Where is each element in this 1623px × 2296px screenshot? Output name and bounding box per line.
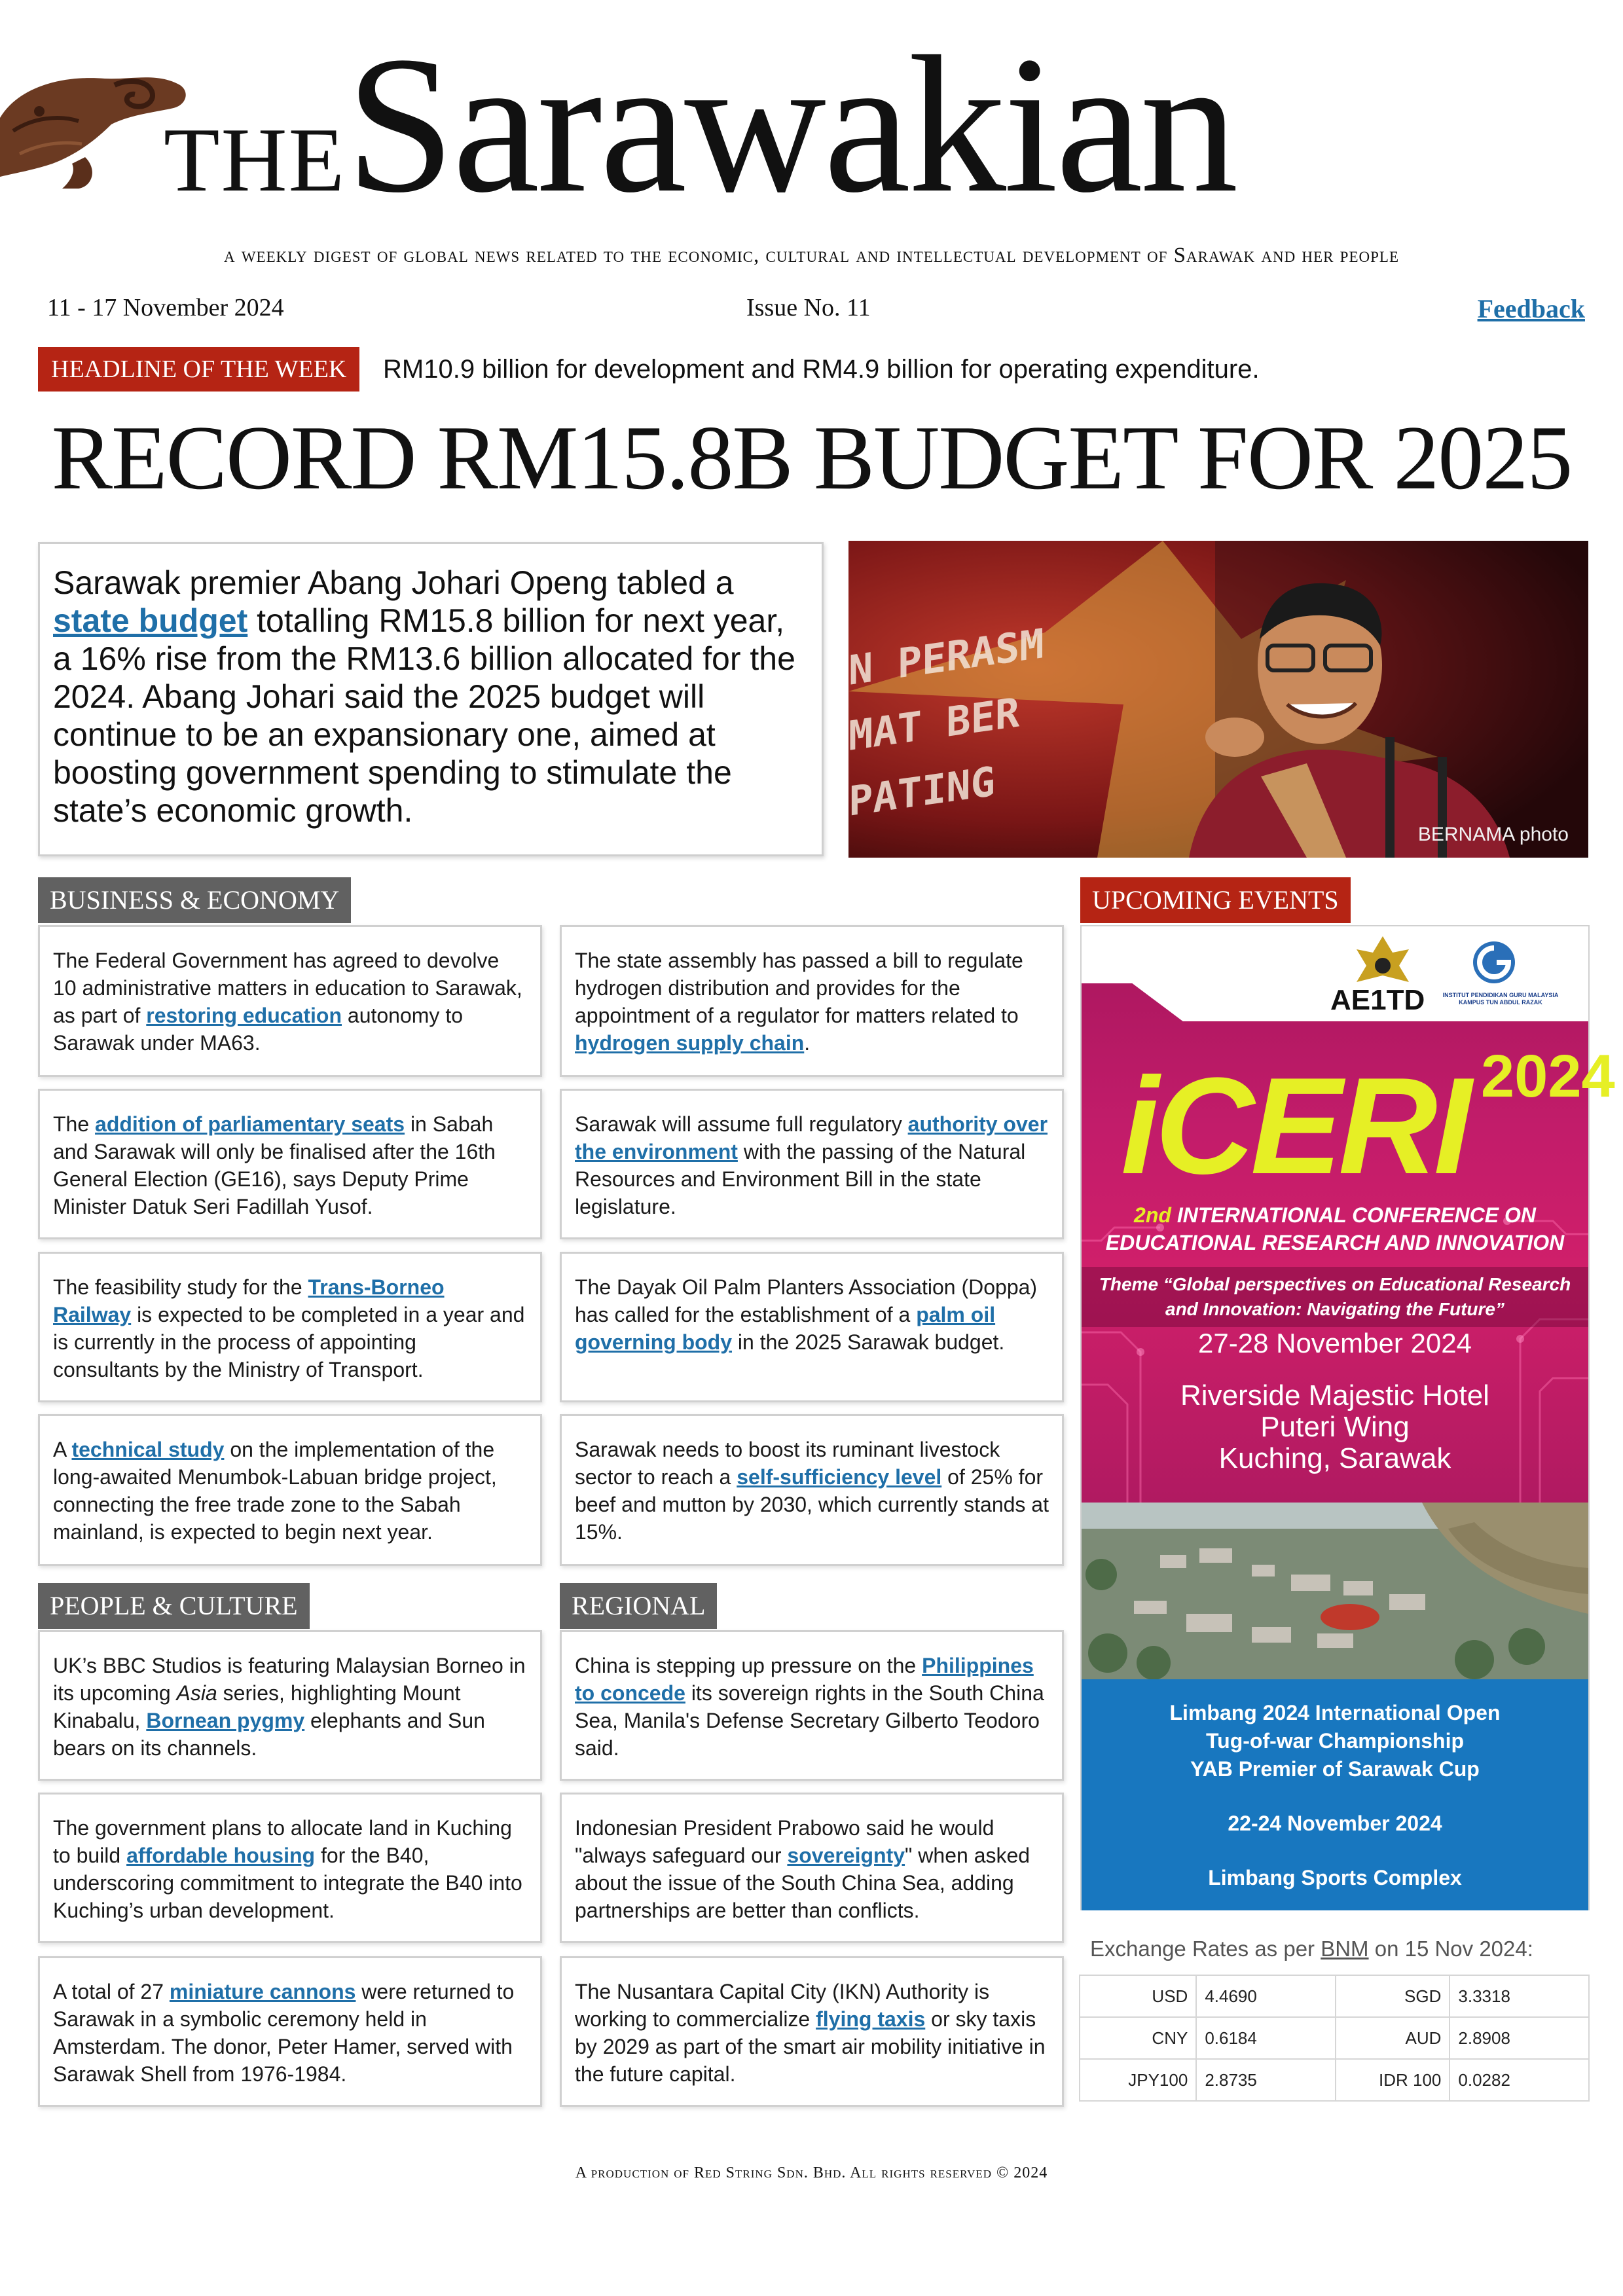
- svg-text:N PERASM: N PERASM: [848, 619, 1044, 695]
- masthead-tagline: a weekly digest of global news related to the economic, cultural and intellectual development of Sarawak and her people: [223, 244, 1400, 267]
- premier-photo-image: [848, 541, 1588, 858]
- table-row: [1080, 2017, 1589, 2059]
- news-card: [560, 1630, 1064, 1781]
- news-link[interactable]: Bornean pygmy: [146, 1709, 305, 1732]
- news-text: or sky taxis by 2029 as part of the smart air mobility initiative in the future capital.: [575, 2007, 1046, 2086]
- news-card: [560, 1956, 1064, 2107]
- headline-summary: RM10.9 billion for development and RM4.9 billion for operating expenditure.: [383, 355, 1260, 384]
- news-text: The Nusantara Capital City (IKN) Authority is working to commercialize: [575, 1980, 990, 2031]
- photo-credit: BERNAMA photo: [1417, 824, 1569, 845]
- news-text: its sovereign rights in the South China Sea, Manila's Defense Secretary Gilberto Teodoro said.: [575, 1681, 1044, 1760]
- news-link[interactable]: palm oil governing body: [575, 1303, 996, 1354]
- news-text: " when asked about the issue of the South China Sea, adding partnerships are better than conflicts.: [575, 1844, 1030, 1922]
- exchange-rates-label: [1090, 1937, 1533, 1961]
- news-card: [38, 1414, 542, 1566]
- news-card: [560, 1089, 1064, 1239]
- currency-rate: 0.6184: [1196, 2017, 1336, 2059]
- limbang-aerial-photo: [1082, 1503, 1588, 1679]
- news-link[interactable]: Philippines to concede: [575, 1654, 1034, 1705]
- currency-code: IDR 100: [1336, 2059, 1450, 2101]
- issue-date: 11 - 17 November 2024: [47, 294, 284, 321]
- news-card: [560, 925, 1064, 1077]
- headline-badge: HEADLINE OF THE WEEK: [38, 347, 359, 392]
- news-text: Indonesian President Prabowo said he would "always safeguard our: [575, 1816, 994, 1867]
- masthead-the: THE: [164, 109, 346, 211]
- premier-photo: [848, 541, 1588, 858]
- news-link[interactable]: flying taxis: [816, 2007, 926, 2031]
- news-link[interactable]: addition of parliamentary seats: [95, 1112, 405, 1136]
- currency-code: SGD: [1336, 1975, 1450, 2017]
- news-text: in the 2025 Sarawak budget.: [732, 1330, 1005, 1354]
- news-text: for the B40, underscoring commitment to integrate the B40 into Kuching’s urban development.: [53, 1844, 522, 1922]
- news-text: in Sabah and Sarawak will only be finalised after the 16th General Election (GE16), says Deputy Prime Minister Datuk Seri Fadillah Yusof.: [53, 1112, 496, 1218]
- currency-rate: 4.4690: [1196, 1975, 1336, 2017]
- section-people-culture: PEOPLE & CULTURE: [38, 1583, 310, 1629]
- news-card: [38, 1630, 542, 1781]
- iceri-subtitle-text: INTERNATIONAL CONFERENCE ON EDUCATIONAL RESEARCH AND INNOVATION: [1105, 1203, 1565, 1254]
- news-link[interactable]: authority over the environment: [575, 1112, 1048, 1163]
- iceri-year: 2024: [1481, 1043, 1615, 1110]
- currency-code: CNY: [1080, 2017, 1196, 2059]
- lead-text: Sarawak premier Abang Johari Openg tabled a: [53, 564, 734, 601]
- iceri-title: iCERI: [1121, 1049, 1468, 1203]
- rates-label-text: on 15 Nov 2024:: [1368, 1937, 1533, 1961]
- news-link[interactable]: sovereignty: [787, 1844, 905, 1867]
- news-link[interactable]: Trans-Borneo Railway: [53, 1275, 445, 1326]
- section-upcoming-events: UPCOMING EVENTS: [1080, 877, 1351, 923]
- news-text-italic: Asia: [176, 1681, 217, 1705]
- masthead-title: [164, 16, 1236, 236]
- currency-code: JPY100: [1080, 2059, 1196, 2101]
- currency-rate: 2.8735: [1196, 2059, 1336, 2101]
- news-text: China is stepping up pressure on the: [575, 1654, 922, 1677]
- news-card: [38, 925, 542, 1077]
- footer-copyright: A production of Red String Sdn. Bhd. All rights reserved © 2024: [575, 2164, 1048, 2181]
- news-link[interactable]: restoring education: [146, 1004, 342, 1027]
- lead-text: totalling RM15.8 billion for next year, a 16% rise from the RM13.6 billion allocated for the 2024. Abang Johari said the 2025 budget will continue to be an expansionary one, aimed at boosting government spending to stimulate the state’s economic growth.: [53, 602, 795, 829]
- tow-title-line: Tug-of-war Championship: [1205, 1729, 1465, 1753]
- currency-rate: 2.8908: [1450, 2017, 1589, 2059]
- news-text: Sarawak needs to boost its ruminant livestock sector to reach a: [575, 1438, 1000, 1489]
- news-text: elephants and Sun bears on its channels.: [53, 1709, 485, 1760]
- issue-number: Issue No. 11: [746, 294, 871, 321]
- news-text: UK’s BBC Studios is featuring Malaysian Borneo in its upcoming: [53, 1654, 526, 1705]
- bnm-link[interactable]: BNM: [1321, 1937, 1369, 1961]
- news-card: [560, 1252, 1064, 1402]
- news-link[interactable]: self-sufficiency level: [737, 1465, 942, 1489]
- exchange-rates-table: [1079, 1975, 1590, 2102]
- table-row: [1080, 2059, 1589, 2101]
- news-card: [38, 1793, 542, 1943]
- currency-rate: 0.0282: [1450, 2059, 1589, 2101]
- iceri-date: 27-28 November 2024: [1198, 1328, 1472, 1358]
- iceri-venue: [1082, 1380, 1588, 1474]
- news-card: [560, 1414, 1064, 1566]
- news-text: A total of 27: [53, 1980, 170, 2003]
- aeitd-logo: AE1TD: [1330, 984, 1425, 1016]
- news-text: .: [804, 1031, 811, 1055]
- tow-date: 22-24 November 2024: [1228, 1812, 1442, 1835]
- section-business-economy: BUSINESS & ECONOMY: [38, 877, 351, 923]
- headline-title: RECORD RM15.8B BUDGET FOR 2025: [51, 407, 1572, 509]
- news-text: of 25% for beef and mutton by 2030, which currently stands at 15%.: [575, 1465, 1049, 1544]
- news-text: is expected to be completed in a year and is currently in the process of appointing consultants by the Ministry of Transport.: [53, 1303, 525, 1381]
- lead-story: [38, 542, 824, 856]
- news-text: on the implementation of the long-awaited Menumbok-Labuan bridge project, connecting the free trade zone to the Sabah mainland, is expected to begin next year.: [53, 1438, 497, 1544]
- news-text: The feasibility study for the: [53, 1275, 308, 1299]
- news-link[interactable]: miniature cannons: [169, 1980, 356, 2003]
- news-text: The: [53, 1112, 96, 1136]
- masthead-name: Sarawakian: [346, 16, 1236, 233]
- iceri-theme: Theme “Global perspectives on Educational Research and Innovation: Navigating the Future”: [1082, 1267, 1588, 1327]
- section-regional: REGIONAL: [560, 1583, 717, 1629]
- tug-of-war-event[interactable]: [1082, 1679, 1588, 1910]
- news-text: Sarawak will assume full regulatory: [575, 1112, 908, 1136]
- feedback-link[interactable]: Feedback: [1477, 294, 1585, 323]
- aerial-photo-image: [1082, 1503, 1588, 1679]
- ipg-logo-icon: [1468, 936, 1520, 989]
- table-row: [1080, 1975, 1589, 2017]
- iceri-venue-line: Riverside Majestic Hotel: [1180, 1379, 1489, 1412]
- news-text: were returned to Sarawak in a symbolic ceremony held in Amsterdam. The donor, Peter Hamer, served with Sarawak Shell from 1976-1984.: [53, 1980, 515, 2086]
- iceri-subtitle: [1082, 1201, 1588, 1256]
- tow-title-line: Limbang 2024 International Open: [1169, 1701, 1501, 1724]
- news-card: [38, 1252, 542, 1402]
- currency-code: USD: [1080, 1975, 1196, 2017]
- news-text: The Federal Government has agreed to devolve 10 administrative matters in education to Sarawak, as part of: [53, 949, 522, 1027]
- news-link[interactable]: hydrogen supply chain: [575, 1031, 805, 1055]
- news-card: [38, 1956, 542, 2107]
- news-text: autonomy to Sarawak under MA63.: [53, 1004, 463, 1055]
- news-text: A: [53, 1438, 72, 1461]
- news-text: The state assembly has passed a bill to regulate hydrogen distribution and provides for the appointment of a regulator for matters related to: [575, 949, 1023, 1027]
- news-card: [38, 1089, 542, 1239]
- news-card: [560, 1793, 1064, 1943]
- news-text: The government plans to allocate land in Kuching to build: [53, 1816, 512, 1867]
- svg-text:PATING: PATING: [848, 757, 995, 826]
- news-text: The Dayak Oil Palm Planters Association (Doppa) has called for the establishment of a: [575, 1275, 1038, 1326]
- events-panel: [1080, 925, 1615, 1910]
- tow-venue: Limbang Sports Complex: [1208, 1866, 1462, 1889]
- tow-title-line: YAB Premier of Sarawak Cup: [1190, 1757, 1480, 1781]
- svg-text:MAT BER: MAT BER: [848, 688, 1020, 760]
- news-link[interactable]: technical study: [71, 1438, 225, 1461]
- news-text: series, highlighting Mount Kinabalu,: [53, 1681, 461, 1732]
- currency-rate: 3.3318: [1450, 1975, 1589, 2017]
- ipg-logo-text: INSTITUT PENDIDIKAN GURU MALAYSIA KAMPUS TUN ABDUL RAZAK: [1442, 992, 1559, 1006]
- iceri-ordinal: 2nd: [1134, 1203, 1171, 1227]
- currency-code: AUD: [1336, 2017, 1450, 2059]
- rates-label-text: Exchange Rates as per: [1090, 1937, 1321, 1961]
- news-text: with the passing of the Natural Resources and Environment Bill in the state legislature.: [575, 1140, 1026, 1218]
- iceri-venue-line: Puteri Wing: [1260, 1411, 1410, 1443]
- iceri-venue-line: Kuching, Sarawak: [1218, 1442, 1451, 1474]
- iceri-poster[interactable]: [1082, 926, 1615, 1503]
- lead-link[interactable]: state budget: [53, 602, 248, 639]
- news-link[interactable]: affordable housing: [126, 1844, 316, 1867]
